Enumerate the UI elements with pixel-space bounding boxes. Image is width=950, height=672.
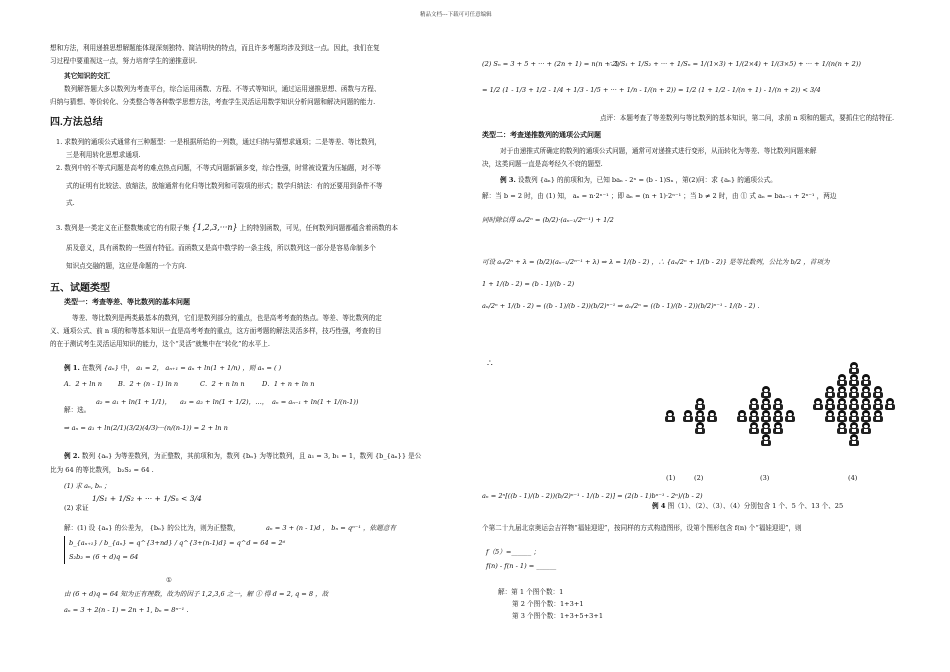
- example-2-solution-3: aₙ = 3 + 2(n - 1) = 2n + 1, bₙ = 8ⁿ⁻¹ .: [64, 606, 189, 614]
- example-2-text-2: 比为 64 的等比数列， b₂S₂ = 64 .: [50, 466, 154, 474]
- example-1-question: ，则 aₙ = ( ): [242, 364, 282, 372]
- method-2-line-a: 2. 数列中的不等式问题是高考的难点热点问题，不等式问题新颖多变，综合性强，时常被设置为压轴题，对不等: [56, 164, 381, 172]
- mascot-doll-icon: [860, 386, 872, 398]
- example-2-statement: [64, 452, 421, 462]
- example-1-option-d: D．1 + n + ln n: [262, 380, 315, 388]
- example-3-statement: [500, 176, 777, 186]
- mascot-doll-icon: [872, 410, 884, 422]
- intro-line-1: 想和方法，利用递推思想解题能体现深刻独特、简洁明快的特点，而且许多考题均涉及到这一点。因此，我们在复: [50, 44, 380, 52]
- mascot-doll-icon: [848, 386, 860, 398]
- mascot-doll-icon: [848, 410, 860, 422]
- mascot-doll-icon: [824, 386, 836, 398]
- figure-label-4: (4): [848, 474, 858, 482]
- mascot-doll-icon: [772, 398, 784, 410]
- example-1-recurrence: aₙ₊₁ = aₙ + ln(1 + 1/n): [165, 364, 241, 372]
- example-4-solution-3: 第 3 个图个数：1+3+5+3+1: [512, 612, 604, 620]
- mascot-doll-icon: [848, 374, 860, 386]
- mascot-doll-icon: [760, 422, 772, 434]
- example-1-text: 在数列: [81, 364, 102, 372]
- mascot-doll-icon: [860, 410, 872, 422]
- mascot-doll-icon: [836, 410, 848, 422]
- method-1-line-a: 1. 求数列的通项公式通常有三种题型：一是根据所给的一列数，通过归纳与猜想求通项；二是等差、等比数列，: [56, 138, 381, 146]
- mascot-doll-icon: [824, 410, 836, 422]
- method-1-line-b: 三是利用转化思想求通项.: [66, 151, 141, 159]
- example-2-question-1: (1) 求 aₙ, bₙ ；: [64, 482, 111, 490]
- subheading-cross-knowledge: 其它知识的交汇: [64, 72, 111, 80]
- method-3-line-c: 质及意义，具有函数的一些固有特征。而函数又是高中数学的一条主线，所以数列这一部分是容易命制多个: [66, 244, 376, 252]
- example-1-step-2: a₃ = a₂ + ln(1 + 1/2)，…，: [180, 398, 269, 406]
- mascot-doll-icon: [694, 398, 706, 410]
- example-4-text-2: 个第二十九届北京奥运会吉祥物“福娃迎迎”，按同样的方式构造图形，设第个图形包含 f(n) 个“福娃迎迎”，则: [482, 524, 802, 532]
- proof-line-2: ∴ 1/S₁ + 1/S₂ + ··· + 1/Sₙ = 1/(1×3) + 1/(2×4) + 1/(3×5) + ··· + 1/(n(n + 2)): [608, 60, 861, 68]
- example-1-sequence: {aₙ}: [103, 364, 119, 372]
- example-2-label: 例 2.: [64, 452, 80, 460]
- mascot-doll-icon: [682, 410, 694, 422]
- example-4-solution-1: 解：第 1 个图个数：1: [498, 588, 564, 596]
- proof-comment: 点评：本题考查了等差数列与等比数列的基本知识，第二问，求前 n 项和的题式，要抓住它的结特征.: [600, 114, 895, 122]
- mascot-doll-icon: [884, 398, 896, 410]
- mascot-doll-icon: [812, 398, 824, 410]
- example-1-statement: [64, 364, 281, 374]
- method-3-text-a: 3. 数列是一类定义在正整数集或它的有限子集: [56, 224, 190, 232]
- mascot-doll-icon: [760, 434, 772, 446]
- example-2-solution-1b: aₙ = 3 + (n - 1)d ， bₙ = qⁿ⁻¹ ，依题意有: [266, 524, 396, 532]
- example-4-question-1: f（5）=______ ；: [486, 548, 540, 556]
- example-1-step-1: a₂ = a₁ + ln(1 + 1/1)，: [96, 398, 172, 406]
- mascot-doll-icon: [664, 410, 676, 422]
- proof-line-3: = 1/2 (1 - 1/3 + 1/2 - 1/4 + 1/3 - 1/5 + ··· + 1/n - 1/(n + 2)) = 1/2 (1 + 1/2 - 1/(n + 1) - 1/(n + 2)) < 3/4: [482, 86, 821, 94]
- mascot-doll-icon: [706, 410, 718, 422]
- example-3-text: 设数列 {aₙ} 的前项和为，已知 baₙ - 2ⁿ = (b - 1)Sₙ ，第(2)问：求 {aₙ} 的通项公式。: [517, 176, 777, 184]
- mascot-doll-icon: [784, 410, 796, 422]
- mascot-doll-icon: [848, 422, 860, 434]
- mascot-doll-icon: [836, 386, 848, 398]
- example-3-final: aₙ = 2ⁿ[((b - 1)/(b - 2))(b/2)ⁿ⁻¹ - 1/(b - 2)] = (2(b - 1)bⁿ⁻¹ - 2ⁿ)/(b - 2): [482, 492, 703, 500]
- mascot-doll-icon: [836, 374, 848, 386]
- example-2-text: 数列 {aₙ} 为等差数列，为正整数，其前项和为，数列 {bₙ} 为等比数列，且 a₁ = 3, b₁ = 1，数列 {b_{aₙ}} 是公: [81, 452, 422, 460]
- example-3-label: 例 3.: [500, 176, 516, 184]
- example-1-solution-label: 解：选。: [64, 406, 91, 414]
- mascot-doll-icon: [748, 410, 760, 422]
- mascot-doll-icon: [860, 374, 872, 386]
- mascot-doll-icon: [824, 398, 836, 410]
- mascot-doll-icon: [760, 386, 772, 398]
- example-2-solution-2: 由 (6 + d)q = 64 知为正有理数，故为的因子 1,2,3,6 之一，解 ① 得 d = 2, q = 8 ，故: [64, 590, 329, 598]
- type-1-title: 类型一：考查等差、等比数列的基本问题: [64, 299, 190, 306]
- type-1-line-c: 的在于测试考生灵活运用知识的能力，这个“灵活”就集中在“转化”的水平上.: [50, 340, 270, 348]
- example-3-solution-4: 1 + 1/(b - 2) = (b - 1)/(b - 2): [482, 280, 575, 288]
- mascot-doll-icon: [836, 422, 848, 434]
- mascot-doll-icon: [736, 410, 748, 422]
- example-3-solution-1: 解：当 b = 2 时，由 (1) 知， aₙ = n·2ⁿ⁻¹ ；即 aₙ = (n + 1)·2ⁿ⁻¹ ；当 b ≠ 2 时，由 ① 式 aₙ = baₙ₋₁ + 2ⁿ⁻¹ ，两边: [482, 192, 837, 200]
- example-3-solution-5: aₙ/2ⁿ + 1/(b - 2) = ((b - 1)/(b - 2))(b/2)ⁿ⁻¹ ⇒ aₙ/2ⁿ = ((b - 1)/(b - 2))(b/2)ⁿ⁻¹ - 1/(b - 2) .: [482, 302, 760, 310]
- example-1-step-3: aₙ = aₙ₋₁ + ln(1 + 1/(n-1)): [272, 398, 359, 406]
- example-1-option-c: C．2 + n ln n: [200, 380, 245, 388]
- example-1-option-a: A．2 + ln n: [64, 380, 102, 388]
- type-1-line-b: 义、通项公式、前 n 项的和等基本知识一直是高考考查的重点，这方面考题的解法灵活多样，技巧性强，考查的目: [50, 327, 382, 335]
- mascot-doll-icon: [694, 410, 706, 422]
- section-5-title: 五、试题类型: [50, 283, 110, 294]
- example-3-solution-2: 同时除以得 aₙ/2ⁿ = (b/2)·(aₙ₋₁/2ⁿ⁻¹) + 1/2: [482, 216, 614, 224]
- method-3-line-d: 知识点交融的题，这应是命题的一个方向.: [66, 262, 187, 270]
- mascot-doll-icon: [848, 362, 860, 374]
- method-2-line-c: 式.: [66, 199, 75, 207]
- example-2-question-2: [64, 504, 89, 514]
- method-2-line-b: 式的证明有比较法、放缩法，放缩通常有化归等比数列和可裂项的形式；数学归纳法：有的还要用到条件不等: [66, 182, 383, 190]
- figure-label-1: (1): [666, 474, 676, 482]
- mascot-doll-icon: [772, 422, 784, 434]
- method-3-set: {1,2,3,···n}: [191, 223, 238, 232]
- example-2-system-eq-2: S₂b₂ = (6 + d)q = 64: [69, 553, 139, 561]
- example-4-label: 例 4: [652, 502, 666, 510]
- mascot-doll-icon: [772, 410, 784, 422]
- mascot-doll-icon: [872, 398, 884, 410]
- example-4-solution-2: 第 2 个图个数：1+3+1: [512, 600, 584, 608]
- mascot-doll-icon: [694, 422, 706, 434]
- section-4-title: 四.方法总结: [50, 117, 103, 128]
- figure-label-2: (2): [694, 474, 704, 482]
- example-2-question-2-label: (2) 求证: [64, 504, 89, 512]
- proof-line-1: (2) Sₙ = 3 + 5 + ··· + (2n + 1) = n(n + 2): [482, 60, 619, 68]
- mascot-figure: [660, 348, 930, 488]
- mascot-doll-icon: [848, 434, 860, 446]
- example-1-option-b: B．2 + (n - 1) ln n: [118, 380, 179, 388]
- example-2-solution-1: 解：(1) 设 {aₙ} 的公差为， {bₙ} 的公比为，则为正整数，: [64, 524, 240, 532]
- mascot-doll-icon: [748, 398, 760, 410]
- example-1-step-4: ⇒ aₙ = a₁ + ln(2/1)(3/2)(4/3)···(n/(n-1)) = 2 + ln n: [64, 424, 228, 432]
- mascot-doll-icon: [836, 398, 848, 410]
- example-2-inequality: 1/S₁ + 1/S₂ + ··· + 1/Sₙ < 3/4: [92, 494, 202, 503]
- intro-line-4: 归纳与猜想、等价转化、分类整合等各种数学思想方法，考查学生灵活运用数学知识分析问题和解决问题的能力.: [50, 98, 376, 106]
- example-2-circle-marker: ①: [166, 576, 172, 584]
- type-2-line-a: 对于由递推式所确定的数列的通项公式问题，通常可对递推式进行变形，从而转化为等差、等比数列问题来解: [500, 147, 817, 155]
- method-3-line-a: [56, 222, 398, 234]
- example-1-mid: 中，: [120, 364, 135, 372]
- mascot-doll-icon: [860, 398, 872, 410]
- intro-line-2: 习过程中要重视这一点，努力培育学生的递推意识.: [50, 57, 198, 65]
- mascot-doll-icon: [872, 386, 884, 398]
- example-4-question-2: f(n) - f(n - 1) = ______: [486, 562, 557, 570]
- type-2-title: 类型二：考查递推数列的通项公式问题: [482, 132, 601, 139]
- example-3-solution-3: 可设 aₙ/2ⁿ + λ = (b/2)(aₙ₋₁/2ⁿ⁻¹ + λ) ⇒ λ = 1/(b - 2) ，∴ {aₙ/2ⁿ + 1/(b - 2)} 是等比数列，公比为 b/2 ，首项为: [482, 258, 830, 266]
- mascot-doll-icon: [760, 410, 772, 422]
- mascot-doll-icon: [760, 398, 772, 410]
- example-2-system-eq-1: b_{aₙ₊₁} / b_{aₙ} = q^{3+nd} / q^{3+(n-1)d} = q^d = 64 = 2⁶: [69, 539, 286, 547]
- figure-label-3: (3): [760, 474, 770, 482]
- example-2-system: [64, 536, 285, 564]
- mascot-doll-icon: [848, 398, 860, 410]
- mascot-doll-icon: [860, 422, 872, 434]
- type-2-line-b: 决，这类问题一直是高考经久不衰的题型.: [482, 160, 603, 168]
- example-4-statement: [652, 502, 843, 512]
- intro-line-3: 数列解答题大多以数列为考查平台，综合运用函数、方程、不等式等知识，通过运用递推思想、函数与方程、: [64, 85, 381, 93]
- type-1-line-a: 等差、等比数列是两类最基本的数列，它们是数列部分的重点，也是高考考查的热点。等差、等比数列的定: [72, 314, 382, 322]
- header-watermark: 精品文档---下载可可任意编辑: [420, 12, 492, 18]
- therefore-symbol: ∴: [487, 359, 493, 369]
- mascot-doll-icon: [748, 422, 760, 434]
- example-4-text: 图（1）、（2）、（3）、（4）分别包含 1 个、5 个、13 个、25: [667, 502, 844, 510]
- method-3-text-b: 上的特别函数，可见，任何数列问题都蕴含着函数的本: [239, 224, 398, 232]
- example-1-a1: a₁ = 2，: [136, 364, 164, 372]
- example-1-label: 例 1.: [64, 364, 80, 372]
